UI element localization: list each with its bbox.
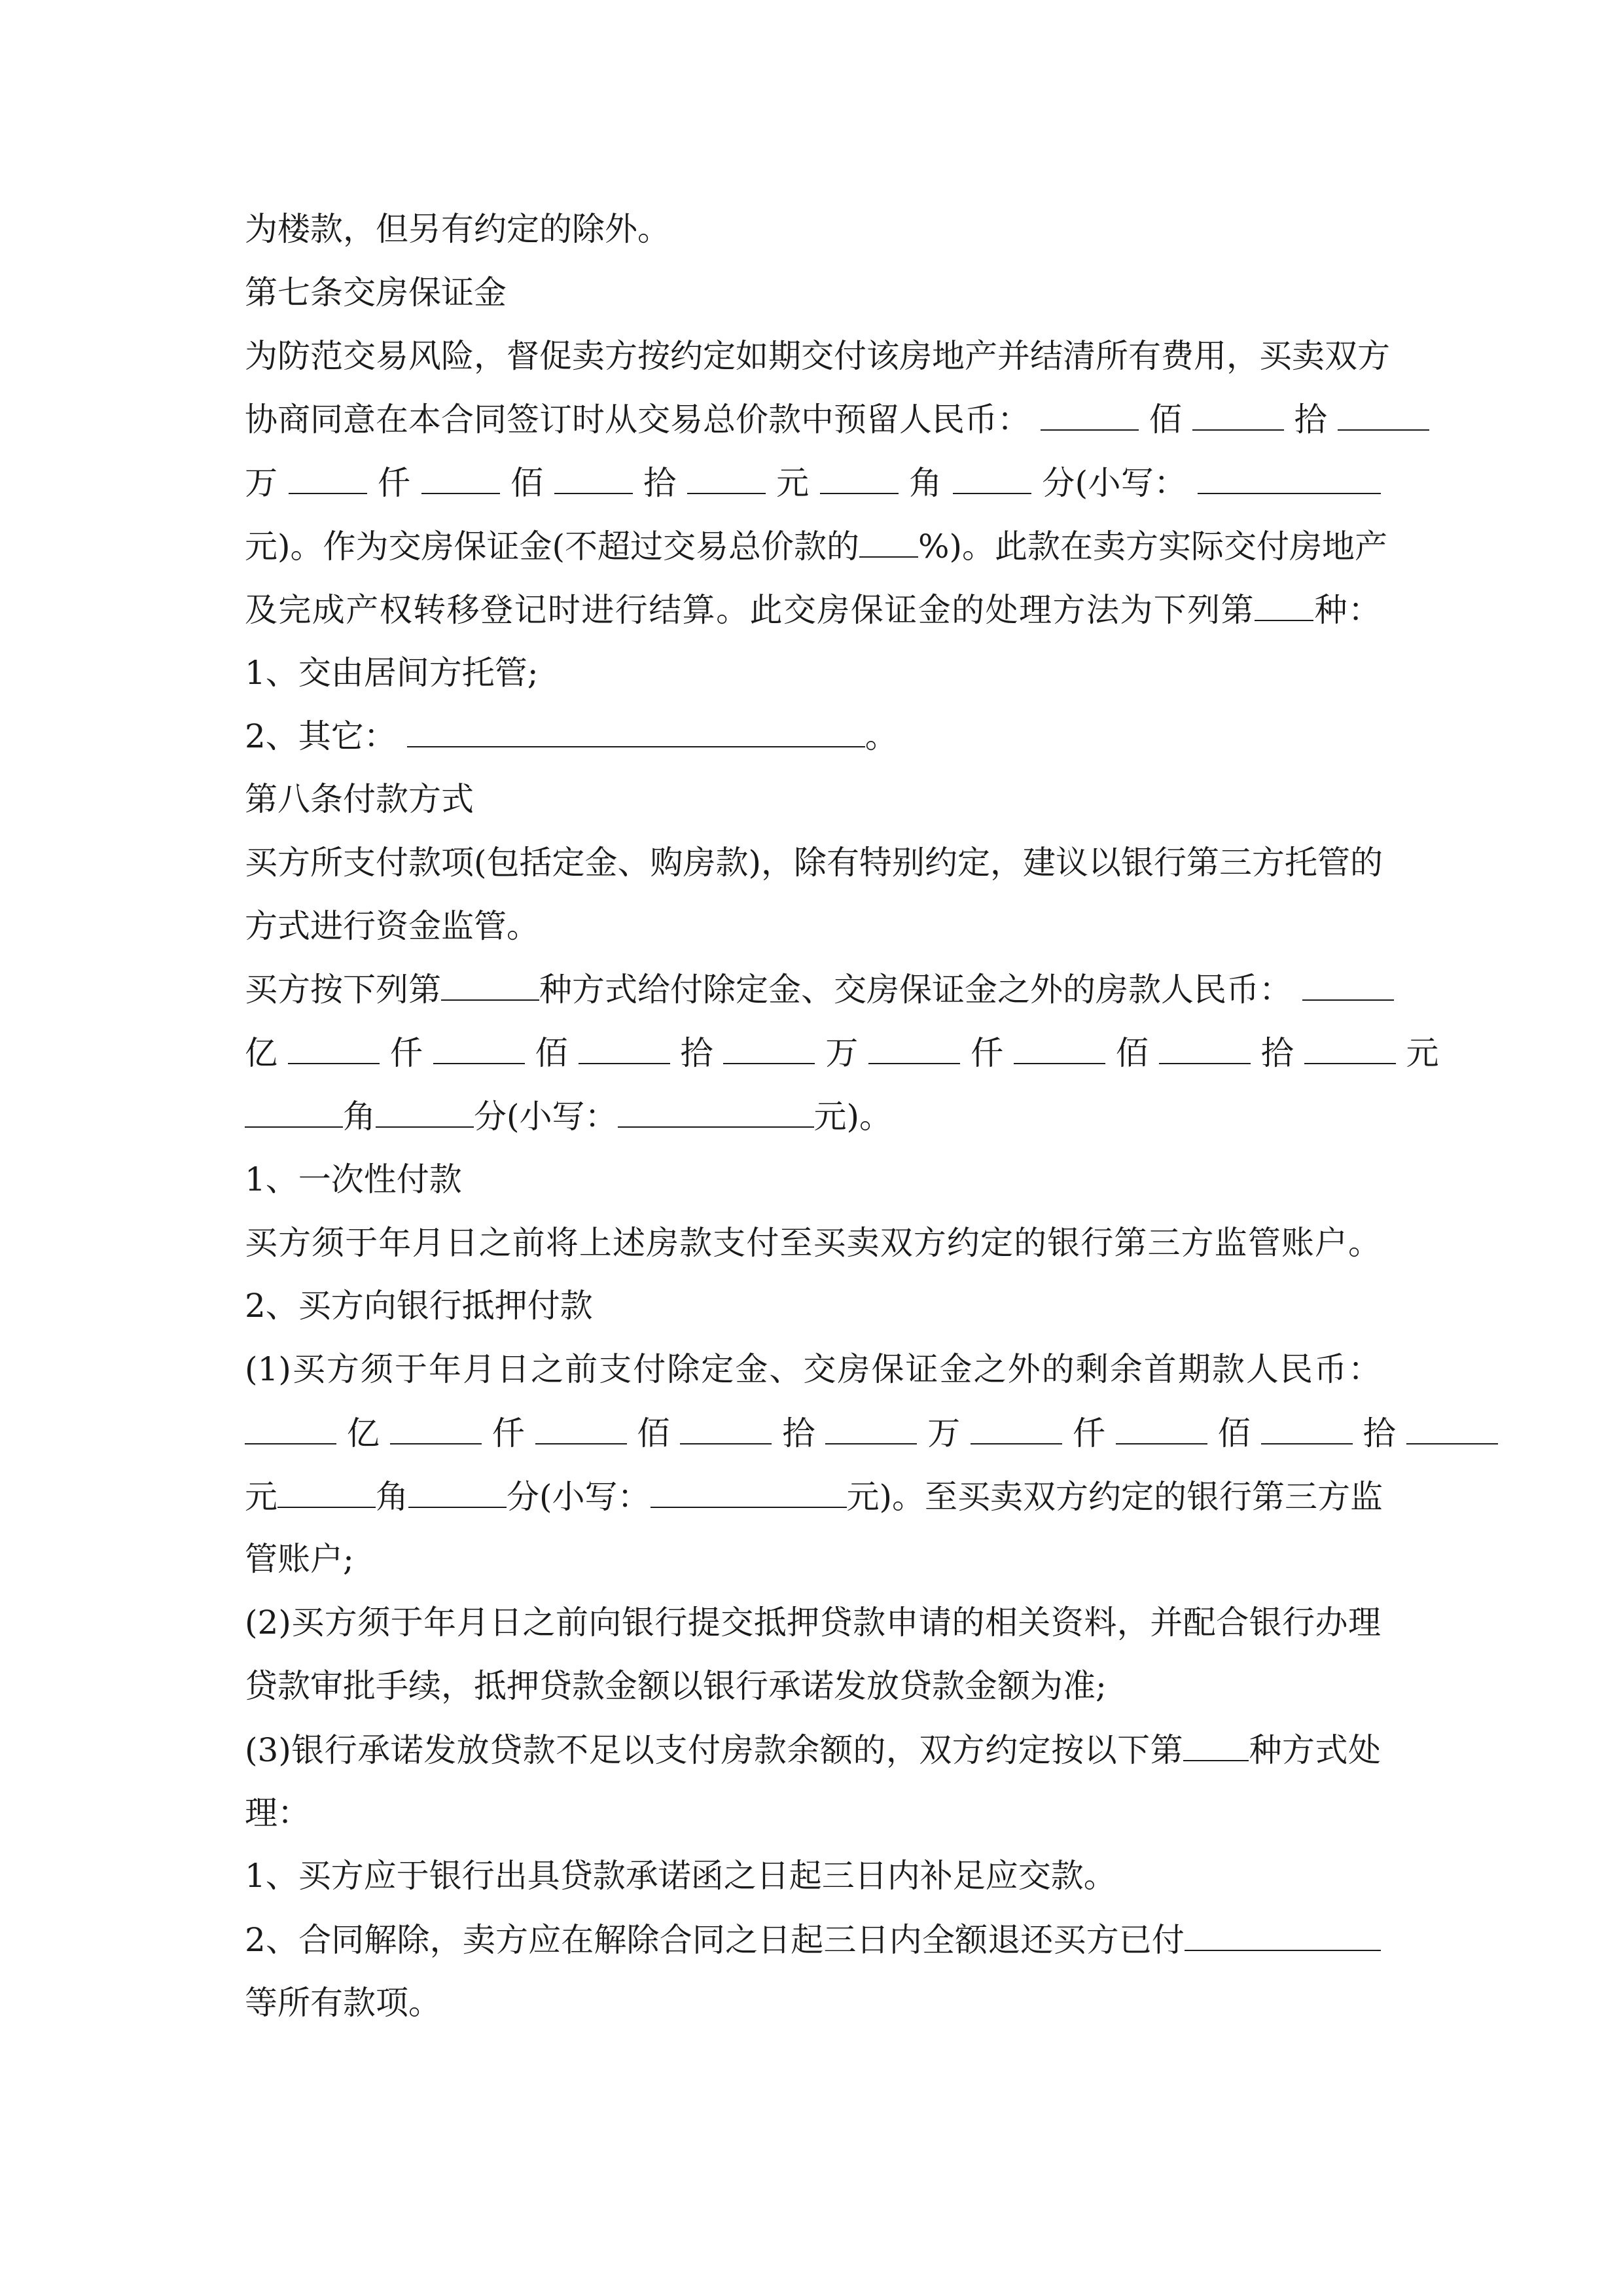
fill-blank[interactable] — [433, 1033, 525, 1064]
text-line: 角 分(小写： 元)。 — [245, 1096, 1381, 1137]
fill-blank[interactable] — [687, 463, 766, 494]
fill-blank[interactable] — [245, 1096, 343, 1128]
text-line: 元)。作为交房保证金(不超过交易总价款的 %)。此款在卖方实际交付房地产 — [245, 528, 1388, 565]
text-line: (1)买方须于年月日之前支付除定金、交房保证金之外的剩余首期款人民币： — [245, 1350, 1381, 1388]
fill-blank[interactable] — [1302, 969, 1394, 1001]
fill-blank[interactable] — [1159, 1033, 1251, 1064]
fill-blank[interactable] — [1198, 463, 1381, 494]
fill-blank[interactable] — [953, 463, 1031, 494]
fill-blank[interactable] — [554, 463, 633, 494]
fill-blank[interactable] — [1116, 1413, 1207, 1444]
fill-blank[interactable] — [825, 1413, 917, 1444]
text-line: 及完成产权转移登记时进行结算。此交房保证金的处理方法为下列第 种： — [245, 591, 1381, 629]
text-line: (2)买方须于年月日之前向银行提交抵押贷款申请的相关资料，并配合银行办理 — [245, 1604, 1381, 1641]
fill-blank[interactable] — [1261, 1413, 1353, 1444]
fill-blank[interactable] — [579, 1033, 670, 1064]
fill-blank[interactable] — [1183, 1730, 1249, 1761]
text-line: 亿 仟 佰 拾 万 仟 佰 拾 — [245, 1413, 1381, 1454]
list-item: 1、买方应于银行出具贷款承诺函之日起三日内补足应交款。 — [245, 1857, 1116, 1895]
fill-blank[interactable] — [407, 716, 865, 747]
fill-blank[interactable] — [408, 1477, 507, 1508]
fill-blank[interactable] — [971, 1413, 1062, 1444]
text-line: 亿 仟 佰 拾 万 仟 佰 拾 元 — [245, 1034, 1439, 1072]
fill-blank[interactable] — [868, 1033, 960, 1064]
fill-blank[interactable] — [376, 1096, 474, 1128]
fill-blank[interactable] — [421, 463, 500, 494]
fill-blank[interactable] — [1338, 399, 1429, 431]
fill-blank[interactable] — [390, 1413, 482, 1444]
fill-blank[interactable] — [859, 526, 918, 558]
fill-blank[interactable] — [1014, 1033, 1105, 1064]
text-line: 为楼款，但另有约定的除外。 — [245, 210, 670, 248]
list-item: 1、一次性付款 — [245, 1160, 462, 1198]
text-line: 万 仟 佰 拾 元 角 分(小写： — [245, 463, 1381, 503]
fill-blank[interactable] — [723, 1033, 815, 1064]
text-line: 理： — [245, 1794, 310, 1832]
text-line: 方式进行资金监管。 — [245, 907, 539, 945]
fill-blank[interactable] — [277, 1477, 376, 1508]
text-line: 买方按下列第 种方式给付除定金、交房保证金之外的房款人民币： — [245, 969, 1381, 1010]
text-line: 买方须于年月日之前将上述房款支付至买卖双方约定的银行第三方监管账户。 — [245, 1224, 1381, 1262]
fill-blank[interactable] — [441, 969, 539, 1001]
list-item: 2、买方向银行抵押付款 — [245, 1287, 593, 1325]
text-line: 协商同意在本合同签订时从交易总价款中预留人民币： 佰 拾 — [245, 399, 1381, 440]
list-item: 2、其它： 。 — [245, 717, 898, 755]
text-line: 管账户; — [245, 1540, 354, 1578]
text-line: 买方所支付款项(包括定金、购房款)，除有特别约定，建议以银行第三方托管的 — [245, 844, 1383, 882]
section-heading-8: 第八条付款方式 — [245, 780, 474, 818]
list-item: 2、合同解除，卖方应在解除合同之日起三日内全额退还买方已付 — [245, 1920, 1381, 1960]
fill-blank[interactable] — [245, 1413, 336, 1444]
fill-blank[interactable] — [820, 463, 899, 494]
section-heading-7: 第七条交房保证金 — [245, 274, 507, 312]
fill-blank[interactable] — [1041, 399, 1139, 431]
text-line: (3)银行承诺发放贷款不足以支付房款余额的，双方约定按以下第 种方式处 — [245, 1731, 1382, 1769]
list-item: 1、交由居间方托管; — [245, 654, 539, 692]
text-line: 贷款审批手续，抵押贷款金额以银行承诺发放贷款金额为准; — [245, 1667, 1107, 1705]
text-line: 元 角 分(小写： 元)。至买卖双方约定的银行第三方监 — [245, 1478, 1383, 1516]
fill-blank[interactable] — [618, 1096, 814, 1128]
fill-blank[interactable] — [535, 1413, 627, 1444]
fill-blank[interactable] — [1406, 1413, 1498, 1444]
fill-blank[interactable] — [1185, 1920, 1381, 1951]
fill-blank[interactable] — [651, 1477, 847, 1508]
fill-blank[interactable] — [288, 1033, 380, 1064]
fill-blank[interactable] — [289, 463, 367, 494]
fill-blank[interactable] — [1304, 1033, 1396, 1064]
fill-blank[interactable] — [1255, 590, 1313, 621]
fill-blank[interactable] — [1192, 399, 1284, 431]
fill-blank[interactable] — [680, 1413, 772, 1444]
text-line: 等所有款项。 — [245, 1984, 441, 2022]
text-line: 为防范交易风险，督促卖方按约定如期交付该房地产并结清所有费用，买卖双方 — [245, 337, 1390, 375]
